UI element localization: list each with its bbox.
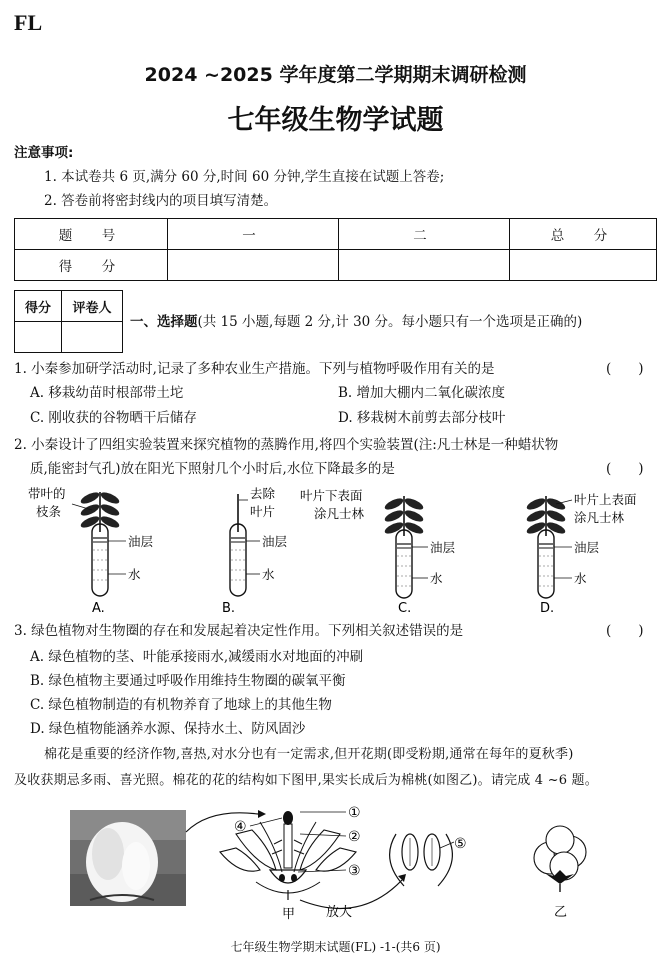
fig-b-label-1: 去除	[250, 486, 276, 501]
fig-b-label-2: 叶片	[250, 504, 276, 519]
grader-box	[14, 290, 123, 353]
fig-d-label-2: 涂凡士林	[574, 510, 625, 525]
q1-option-d: D. 移栽树木前剪去部分枝叶	[338, 410, 506, 426]
grader-score-label: 得分	[15, 291, 62, 322]
setup-a	[28, 486, 154, 616]
setup-c	[300, 488, 456, 616]
fig-a-oil: 油层	[128, 534, 154, 549]
fig-a-label-2: 枝条	[36, 504, 62, 519]
q3-option-a: A. 绿色植物的茎、叶能承接雨水,减缓雨水对地面的冲刷	[30, 649, 364, 665]
q2-stem-line1: 2. 小秦设计了四组实验装置来探究植物的蒸腾作用,将四个实验装置(注:凡士林是一种蜡状物	[14, 437, 559, 453]
section1-desc: (共 15 小题,每题 2 分,计 30 分。每小题只有一个选项是正确的)	[197, 314, 583, 330]
corner-code: FL	[14, 10, 43, 35]
label-zoom: 放大	[326, 905, 353, 920]
grader-score-cell[interactable]	[15, 322, 62, 353]
score-cell[interactable]	[339, 250, 510, 281]
fig-d-letter: D.	[540, 601, 555, 616]
grader-name-label: 评卷人	[62, 291, 123, 322]
setup-b	[222, 486, 288, 616]
q1-option-b: B. 增加大棚内二氧化碳浓度	[338, 385, 506, 401]
note-item-1: 1. 本试卷共 6 页,满分 60 分,时间 60 分钟,学生直接在试题上答卷;	[44, 169, 445, 185]
fig-c-oil: 油层	[430, 540, 456, 555]
fig-b-water: 水	[262, 567, 275, 582]
score-col-1: 一	[168, 219, 339, 250]
q1-option-c: C. 刚收获的谷物晒干后储存	[30, 410, 197, 426]
q1-option-a: A. 移栽幼苗时根部带土坨	[30, 385, 184, 401]
score-cell[interactable]	[168, 250, 339, 281]
score-col-label: 题 号	[15, 219, 168, 250]
exam-title: 2024 ~2025 学年度第二学期期末调研检测	[144, 64, 527, 86]
q3-stem: 3. 绿色植物对生物圈的存在和发展起着决定性作用。下列相关叙述错误的是	[14, 623, 464, 639]
subject-title: 七年级生物学试题	[227, 105, 444, 136]
grader-name-cell[interactable]	[62, 322, 123, 353]
cotton-boll-drawing	[534, 826, 586, 920]
fig-b-letter: B.	[222, 601, 236, 616]
marker-1: ①	[348, 805, 361, 821]
label-jia: 甲	[282, 907, 296, 922]
passage-line-1: 棉花是重要的经济作物,喜热,对水分也有一定需求,但开花期(即受粉期,通常在每年的夏秋季)	[44, 747, 574, 762]
marker-2: ②	[348, 829, 361, 845]
q3-answer-paren[interactable]: ( )	[606, 623, 644, 639]
fig-d-label-1: 叶片上表面	[574, 492, 637, 507]
q2-answer-paren[interactable]: ( )	[606, 461, 644, 477]
fig-b-oil: 油层	[262, 534, 288, 549]
passage-line-2: 及收获期忌多雨、喜光照。棉花的花的结构如下图甲,果实长成后为棉桃(如图乙)。请完成 4 ~6 题。	[14, 773, 598, 788]
section1-heading	[130, 311, 582, 333]
fig-c-letter: C.	[398, 601, 412, 616]
label-yi: 乙	[554, 905, 568, 920]
marker-4: ④	[234, 819, 247, 835]
fig-a-water: 水	[128, 567, 141, 582]
score-table	[14, 218, 657, 281]
score-col-total: 总 分	[510, 219, 657, 250]
fig-c-label-2: 涂凡士林	[314, 506, 365, 521]
notes-heading: 注意事项:	[14, 145, 74, 161]
marker-5: ⑤	[454, 836, 467, 852]
page-footer: 七年级生物学期末试题(FL) -1-(共6 页)	[230, 940, 441, 954]
fig-a-letter: A.	[92, 601, 105, 616]
fig-c-label-1: 叶片下表面	[300, 488, 363, 503]
fig-c-water: 水	[430, 571, 443, 586]
cotton-flower-photo	[70, 810, 186, 906]
q1-answer-paren[interactable]: ( )	[606, 361, 644, 377]
score-cell[interactable]	[510, 250, 657, 281]
score-row-label: 得 分	[15, 250, 168, 281]
setup-d	[525, 492, 636, 616]
q3-option-c: C. 绿色植物制造的有机物养育了地球上的其他生物	[30, 697, 332, 713]
q2-stem-line2: 质,能密封气孔)放在阳光下照射几个小时后,水位下降最多的是	[30, 461, 395, 477]
fig-d-water: 水	[574, 571, 587, 586]
q3-option-d: D. 绿色植物能涵养水源、保持水土、防风固沙	[30, 721, 306, 737]
cotton-flower-figure	[60, 804, 620, 930]
q2-experiment-figure	[14, 484, 664, 620]
note-item-2: 2. 答卷前将密封线内的项目填写清楚。	[44, 193, 278, 209]
fig-d-oil: 油层	[574, 540, 600, 555]
fig-a-label-1: 带叶的	[28, 486, 66, 501]
marker-3: ③	[348, 863, 361, 879]
section1-title: 一、选择题	[130, 314, 198, 330]
q1-stem: 1. 小秦参加研学活动时,记录了多种农业生产措施。下列与植物呼吸作用有关的是	[14, 361, 495, 377]
q3-option-b: B. 绿色植物主要通过呼吸作用维持生物圈的碳氧平衡	[30, 673, 346, 689]
score-col-2: 二	[339, 219, 510, 250]
